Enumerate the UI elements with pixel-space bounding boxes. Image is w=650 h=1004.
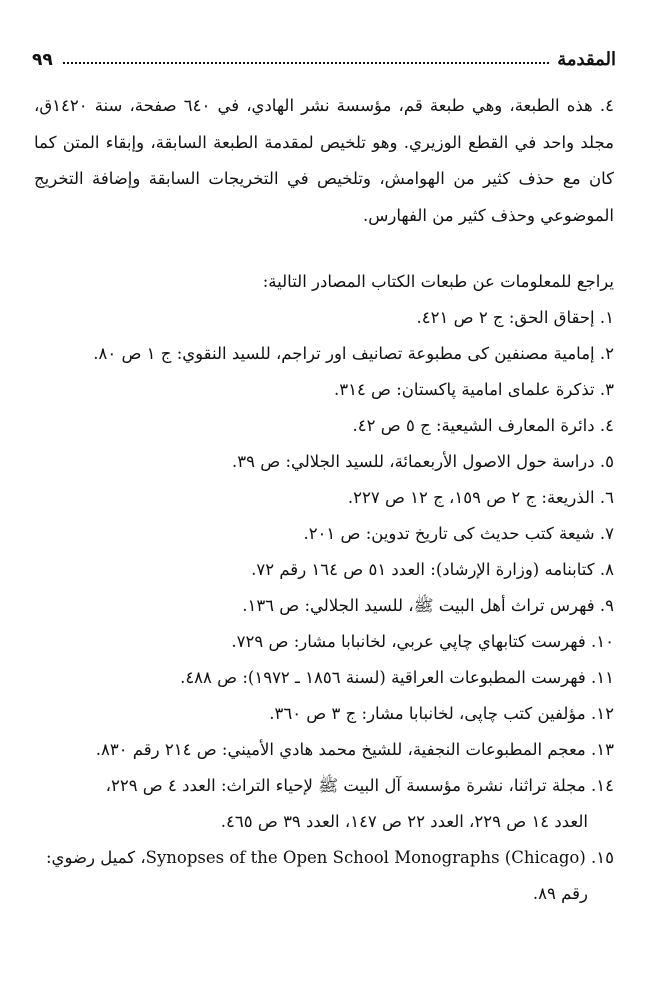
reference-number: ١٤. [591, 776, 614, 795]
page-body [34, 88, 614, 912]
reference-number: ٢. [599, 344, 614, 363]
reference-item [34, 588, 614, 624]
reference-item [34, 372, 614, 408]
reference-text: كتابنامه (وزارة الإرشاد): العدد ٥١ ص ١٦٤ رقم ٧٢. [251, 560, 595, 579]
reference-item [34, 516, 614, 552]
reference-text: إمامية مصنفين كى مطبوعة تصانيف اور تراجم، للسيد النقوي: ج ١ ص ٨٠. [93, 344, 595, 363]
page-number: ٩٩ [32, 50, 53, 70]
reference-text: إحقاق الحق: ج ٢ ص ٤٢١. [416, 308, 595, 327]
reference-continuation: رقم ٨٩. [532, 884, 588, 903]
references-list [34, 300, 614, 912]
reference-number: ٧. [599, 524, 614, 543]
reference-item [34, 732, 614, 768]
reference-item [34, 696, 614, 732]
reference-item [34, 300, 614, 336]
reference-number: ١٥. [591, 848, 614, 867]
reference-text: الذريعة: ج ٢ ص ١٥٩، ج ١٢ ص ٢٢٧. [347, 488, 595, 507]
reference-item [34, 840, 614, 912]
reference-number: ١١. [591, 668, 614, 687]
reference-item [34, 552, 614, 588]
reference-text: معجم المطبوعات النجفية، للشيخ محمد هادي الأميني: ص ٢١٤ رقم ٨٣٠. [95, 740, 586, 759]
reference-text: Synopses of the Open School Monographs (Chicago)، كميل رضوي: [46, 848, 586, 867]
reference-text: فهرست كتابهاي چاپي عربي، لخانبابا مشار: ص ٧٢٩. [231, 632, 586, 651]
reference-item [34, 624, 614, 660]
reference-number: ٩. [599, 596, 614, 615]
reference-text: مؤلفين كتب چاپى، لخانبابا مشار: ج ٣ ص ٣٦٠. [269, 704, 586, 723]
reference-number: ٥. [599, 452, 614, 471]
reference-number: ١٢. [591, 704, 614, 723]
reference-text: دراسة حول الاصول الأربعمائة، للسيد الجلالي: ص ٣٩. [232, 452, 595, 471]
reference-item [34, 408, 614, 444]
section-gap [34, 234, 614, 264]
reference-number: ١. [599, 308, 614, 327]
reference-number: ٦. [599, 488, 614, 507]
reference-number: ٤. [599, 416, 614, 435]
reference-text: تذكرة علماى امامية پاكستان: ص ٣١٤. [333, 380, 595, 399]
reference-item [34, 444, 614, 480]
reference-continuation: العدد ١٤ ص ٢٢٩، العدد ٢٢ ص ١٤٧، العدد ٣٩ ص ٤٦٥. [220, 812, 588, 831]
header-dotted-leader [63, 61, 549, 64]
running-title: المقدمة [557, 49, 616, 70]
reference-number: ٨. [599, 560, 614, 579]
reference-number: ١٣. [591, 740, 614, 759]
reference-item [34, 480, 614, 516]
reference-number: ٣. [599, 380, 614, 399]
reference-text: فهرس تراث أهل البيت ﷺ، للسيد الجلالي: ص ١٣٦. [242, 596, 595, 615]
edition-paragraph: ٤. هذه الطبعة، وهي طبعة قم، مؤسسة نشر الهادي، في ٦٤٠ صفحة، سنة ١٤٢٠ق، مجلد واحد في القطع الوزيري. وهو تلخيص لمقدمة الطبعة السابقة، وإبقاء المتن كما كان مع حذف كثير من الهوامش، وتلخيص في التخريجات السابقة وإضافة التخريج الموضوعي وحذف كثير من الفهارس. [34, 96, 614, 225]
reference-text: مجلة تراثنا، نشرة مؤسسة آل البيت ﷺ لإحياء التراث: العدد ٤ ص ٢٢٩، [105, 776, 586, 795]
reference-text: شيعة كتب حديث كى تاريخ تدوين: ص ٢٠١. [303, 524, 595, 543]
reference-text: دائرة المعارف الشيعية: ج ٥ ص ٤٢. [352, 416, 595, 435]
reference-item [34, 660, 614, 696]
page-header [32, 40, 616, 70]
reference-item [34, 336, 614, 372]
reference-text: فهرست المطبوعات العراقية (لسنة ١٨٥٦ ـ ١٩٧٢): ص ٤٨٨. [180, 668, 586, 687]
reference-number: ١٠. [591, 632, 614, 651]
reference-item [34, 768, 614, 840]
references-heading: يراجع للمعلومات عن طبعات الكتاب المصادر التالية: [262, 272, 614, 291]
